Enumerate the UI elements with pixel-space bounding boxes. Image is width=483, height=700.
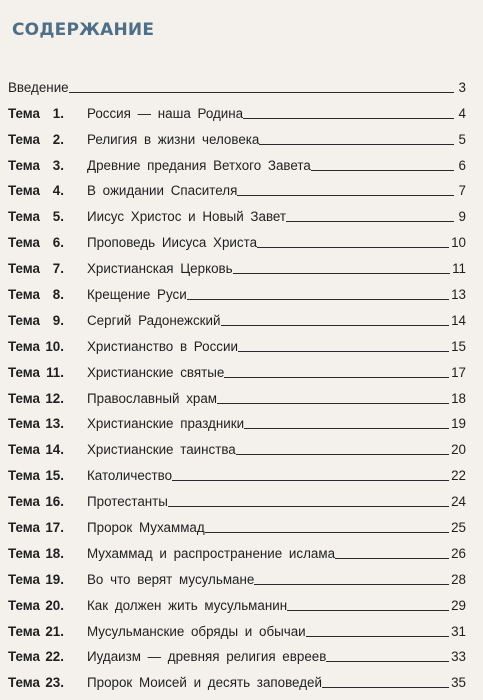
topic-lead (8, 598, 81, 614)
toc-entry (8, 562, 466, 588)
topic-lead (8, 675, 81, 691)
topic-number: 18. (45, 545, 64, 561)
topic-title: Крещение Руси (87, 287, 187, 303)
page-number: 7 (458, 183, 466, 199)
page-number: 20 (451, 442, 466, 458)
dot-leader (335, 557, 449, 559)
dot-leader (257, 246, 449, 248)
page-number: 18 (451, 390, 466, 406)
topic-number: 5. (52, 209, 64, 225)
topic-number: 11. (46, 364, 64, 380)
dot-leader (237, 194, 454, 196)
page-number: 11 (452, 261, 466, 277)
topic-lead (8, 468, 81, 484)
page-number: 5 (458, 131, 466, 147)
topic-lead (8, 442, 81, 458)
page-number: 4 (458, 105, 466, 121)
topic-word: Тема (8, 312, 40, 328)
dot-leader (69, 91, 454, 93)
toc-entry (8, 484, 466, 510)
topic-word: Тема (8, 390, 40, 406)
toc-entry (8, 148, 466, 174)
topic-title: Иисус Христос и Новый Завет (87, 209, 287, 225)
topic-number: 10. (45, 338, 64, 354)
topic-lead (8, 494, 81, 510)
topic-title: Христианство в России (87, 338, 238, 354)
page-number: 29 (451, 597, 466, 613)
topic-word: Тема (8, 416, 40, 432)
topic-title: Проповедь Иисуса Христа (87, 235, 258, 251)
topic-number: 17. (45, 520, 64, 536)
topic-title: Пророк Мухаммад (87, 520, 205, 536)
page-title: СОДЕРЖАНИЕ (12, 20, 155, 40)
toc-entry (8, 640, 466, 666)
topic-title: Иудаизм — древняя религия евреев (87, 649, 327, 665)
topic-title: Католичество (87, 468, 173, 484)
topic-number: 4. (52, 183, 64, 199)
topic-lead (8, 183, 81, 199)
toc-entry (8, 225, 466, 251)
topic-title: Христианские святые (87, 364, 225, 380)
topic-title: Россия — наша Родина (87, 105, 244, 121)
topic-number: 23. (45, 675, 64, 691)
dot-leader (233, 272, 450, 274)
page-number: 3 (458, 79, 466, 95)
page-number: 22 (451, 468, 466, 484)
topic-title: В ожидании Спасителя (87, 183, 238, 199)
topic-lead (8, 209, 81, 225)
topic-number: 13. (45, 416, 64, 432)
topic-title: Как должен жить мусульманин (87, 597, 288, 613)
topic-title: Христианские таинства (87, 442, 236, 458)
topic-title: Протестанты (87, 494, 168, 510)
topic-word: Тема (8, 675, 40, 691)
toc-entry (8, 614, 466, 640)
toc-entry (8, 277, 466, 303)
dot-leader (243, 117, 454, 119)
toc-entry (8, 303, 466, 329)
topic-lead (8, 416, 81, 432)
topic-number: 9. (52, 312, 64, 328)
dot-leader (306, 635, 449, 637)
topic-lead (8, 261, 81, 277)
page-number: 35 (451, 675, 466, 691)
page-number: 15 (451, 338, 466, 354)
toc-entry (8, 458, 466, 484)
topic-lead (8, 624, 81, 640)
dot-leader (236, 453, 449, 455)
topic-number: 15. (45, 468, 64, 484)
dot-leader (172, 479, 449, 481)
toc-entry (8, 381, 466, 407)
topic-lead (8, 287, 81, 303)
dot-leader (326, 660, 449, 662)
topic-number: 22. (45, 649, 64, 665)
dot-leader (322, 686, 449, 688)
toc-entry (8, 407, 466, 433)
topic-number: 2. (52, 131, 64, 147)
topic-number: 14. (45, 442, 64, 458)
topic-lead (8, 158, 81, 174)
topic-lead (8, 546, 81, 562)
topic-word: Тема (8, 183, 40, 199)
page-number: 13 (451, 287, 466, 303)
topic-number: 21. (45, 623, 64, 639)
topic-word: Тема (8, 235, 40, 251)
topic-lead (8, 365, 81, 381)
toc-entry (8, 174, 466, 200)
toc-entry (8, 665, 466, 691)
topic-number: 16. (45, 494, 64, 510)
topic-title: Пророк Моисей и десять заповедей (87, 675, 322, 691)
toc-entry (8, 122, 466, 148)
dot-leader (287, 609, 449, 611)
dot-leader (286, 220, 454, 222)
topic-number: 20. (45, 597, 64, 613)
topic-title: Во что верят мусульмане (87, 571, 255, 587)
page-number: 17 (451, 364, 466, 380)
topic-number: 12. (45, 390, 64, 406)
toc-entry (8, 588, 466, 614)
topic-number: 7. (52, 261, 64, 277)
topic-title: Христианская Церковь (87, 261, 233, 277)
topic-word: Тема (8, 105, 40, 121)
dot-leader (217, 402, 449, 404)
topic-word: Тема (8, 623, 40, 639)
topic-lead (8, 649, 81, 665)
intro-label: Введение (8, 79, 69, 95)
topic-title: Православный храм (87, 390, 218, 406)
dot-leader (187, 298, 449, 300)
topic-title: Древние предания Ветхого Завета (87, 157, 311, 173)
topic-number: 19. (45, 571, 64, 587)
dot-leader (244, 427, 449, 429)
page-number: 28 (451, 571, 466, 587)
topic-word: Тема (8, 442, 40, 458)
page-number: 14 (451, 312, 466, 328)
topic-lead (8, 339, 81, 355)
topic-title: Христианские праздники (87, 416, 245, 432)
topic-lead (8, 391, 81, 407)
topic-word: Тема (8, 545, 40, 561)
topic-title: Мухаммад и распространение ислама (87, 545, 336, 561)
dot-leader (168, 505, 449, 507)
topic-number: 8. (52, 287, 64, 303)
topic-word: Тема (8, 520, 40, 536)
dot-leader (259, 143, 454, 145)
topic-lead (8, 235, 81, 251)
toc-entry-intro (8, 70, 466, 96)
page-number: 6 (458, 157, 466, 173)
dot-leader (205, 531, 449, 533)
page-number: 33 (451, 649, 466, 665)
topic-word: Тема (8, 571, 40, 587)
topic-lead (8, 313, 81, 329)
topic-word: Тема (8, 597, 40, 613)
page-number: 24 (451, 494, 466, 510)
dot-leader (238, 350, 449, 352)
topic-number: 1. (52, 105, 64, 121)
topic-lead (8, 132, 81, 148)
topic-word: Тема (8, 468, 40, 484)
topic-word: Тема (8, 338, 40, 354)
topic-title: Мусульманские обряды и обычаи (87, 623, 306, 639)
toc-entry (8, 432, 466, 458)
page-number: 26 (451, 545, 466, 561)
toc-entry (8, 251, 466, 277)
topic-word: Тема (8, 261, 40, 277)
toc-entry (8, 536, 466, 562)
dot-leader (221, 324, 450, 326)
topic-word: Тема (8, 209, 40, 225)
table-of-contents (8, 70, 466, 691)
toc-entry (8, 199, 466, 225)
topic-word: Тема (8, 131, 40, 147)
page-number: 31 (451, 623, 466, 639)
page-number: 25 (451, 520, 466, 536)
page-number: 10 (451, 235, 466, 251)
topic-word: Тема (8, 649, 40, 665)
topic-word: Тема (8, 364, 40, 380)
topic-word: Тема (8, 157, 40, 173)
topic-number: 6. (52, 235, 64, 251)
toc-entry (8, 329, 466, 355)
dot-leader (311, 169, 454, 171)
topic-title: Религия в жизни человека (87, 131, 260, 147)
topic-lead (8, 520, 81, 536)
toc-entry (8, 510, 466, 536)
page-number: 19 (451, 416, 466, 432)
page-number: 9 (458, 209, 466, 225)
topic-lead (8, 572, 81, 588)
topic-lead (8, 106, 81, 122)
toc-entry (8, 355, 466, 381)
dot-leader (224, 376, 449, 378)
topic-title: Сергий Радонежский (87, 312, 221, 328)
topic-word: Тема (8, 494, 40, 510)
dot-leader (254, 583, 449, 585)
toc-entry (8, 96, 466, 122)
topic-word: Тема (8, 287, 40, 303)
topic-number: 3. (52, 157, 64, 173)
